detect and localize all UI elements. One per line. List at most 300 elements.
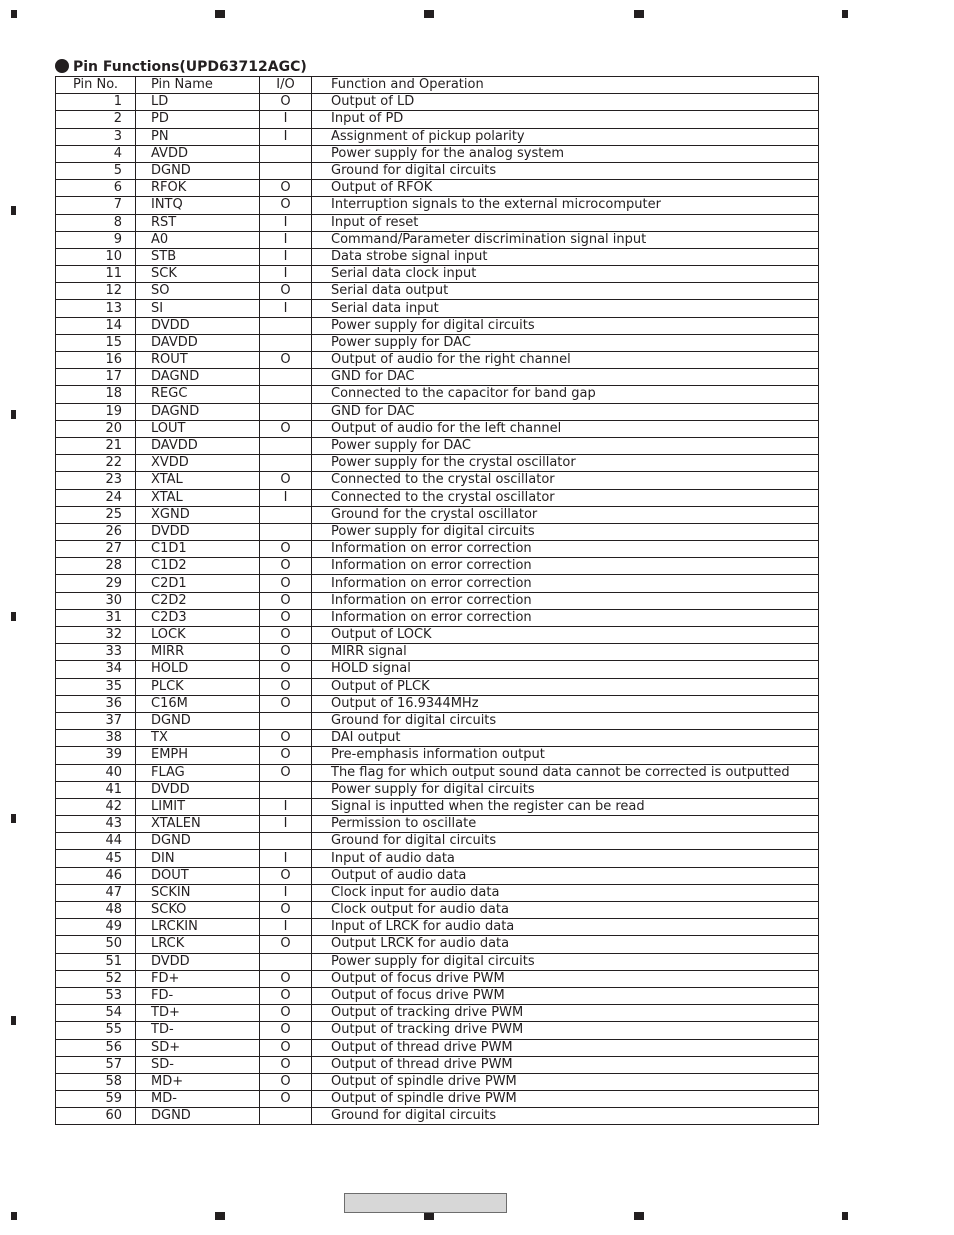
pin-name: XTAL <box>136 489 260 506</box>
pin-number: 39 <box>56 747 136 764</box>
pin-name: SI <box>136 300 260 317</box>
pin-number: 52 <box>56 970 136 987</box>
pin-io: O <box>260 970 312 987</box>
table-row <box>56 627 819 644</box>
pin-io: O <box>260 987 312 1004</box>
table-header-row <box>56 77 819 94</box>
pin-functions-table <box>55 76 819 1125</box>
pin-name: DAVDD <box>136 437 260 454</box>
table-row <box>56 300 819 317</box>
pin-number: 51 <box>56 953 136 970</box>
pin-number: 59 <box>56 1091 136 1108</box>
pin-number: 47 <box>56 884 136 901</box>
pin-function: Output LRCK for audio data <box>312 936 819 953</box>
registration-mark <box>11 1212 17 1220</box>
table-row <box>56 816 819 833</box>
header-pin-no: Pin No. <box>56 77 136 94</box>
pin-name: RFOK <box>136 180 260 197</box>
registration-mark <box>424 1212 434 1220</box>
pin-io: I <box>260 816 312 833</box>
pin-number: 60 <box>56 1108 136 1125</box>
pin-name: C1D2 <box>136 558 260 575</box>
table-row <box>56 712 819 729</box>
table-row <box>56 1073 819 1090</box>
pin-io <box>260 437 312 454</box>
pin-io: I <box>260 919 312 936</box>
pin-name: DGND <box>136 1108 260 1125</box>
pin-function: Ground for the crystal oscillator <box>312 506 819 523</box>
table-row <box>56 730 819 747</box>
pin-name: DVDD <box>136 781 260 798</box>
pin-io <box>260 145 312 162</box>
pin-function: Power supply for digital circuits <box>312 781 819 798</box>
pin-number: 13 <box>56 300 136 317</box>
pin-number: 5 <box>56 162 136 179</box>
table-body <box>56 94 819 1125</box>
pin-io: O <box>260 541 312 558</box>
pin-name: C1D1 <box>136 541 260 558</box>
pin-io: O <box>260 867 312 884</box>
table-row <box>56 850 819 867</box>
table-row <box>56 884 819 901</box>
table-row <box>56 970 819 987</box>
pin-name: MIRR <box>136 644 260 661</box>
pin-function: Connected to the crystal oscillator <box>312 489 819 506</box>
table-row <box>56 128 819 145</box>
pin-io <box>260 1108 312 1125</box>
pin-io: I <box>260 266 312 283</box>
pin-number: 48 <box>56 902 136 919</box>
table-row <box>56 248 819 265</box>
table-row <box>56 1022 819 1039</box>
table-row <box>56 695 819 712</box>
pin-number: 4 <box>56 145 136 162</box>
pin-name: FD- <box>136 987 260 1004</box>
pin-name: LD <box>136 94 260 111</box>
pin-name: LOCK <box>136 627 260 644</box>
pin-name: PN <box>136 128 260 145</box>
pin-io: O <box>260 1022 312 1039</box>
pin-number: 33 <box>56 644 136 661</box>
pin-name: DVDD <box>136 317 260 334</box>
table-row <box>56 644 819 661</box>
pin-name: SD- <box>136 1056 260 1073</box>
pin-number: 22 <box>56 455 136 472</box>
pin-name: XVDD <box>136 455 260 472</box>
table-row <box>56 1005 819 1022</box>
pin-function: Output of RFOK <box>312 180 819 197</box>
pin-number: 58 <box>56 1073 136 1090</box>
pin-name: LRCK <box>136 936 260 953</box>
pin-number: 37 <box>56 712 136 729</box>
pin-name: EMPH <box>136 747 260 764</box>
pin-function: Output of audio data <box>312 867 819 884</box>
pin-number: 21 <box>56 437 136 454</box>
pin-number: 19 <box>56 403 136 420</box>
pin-number: 43 <box>56 816 136 833</box>
table-row <box>56 798 819 815</box>
pin-io: O <box>260 352 312 369</box>
pin-name: DVDD <box>136 523 260 540</box>
bullet-icon <box>55 59 69 73</box>
pin-name: DAVDD <box>136 334 260 351</box>
pin-io: I <box>260 214 312 231</box>
pin-io: O <box>260 558 312 575</box>
pin-function: Assignment of pickup polarity <box>312 128 819 145</box>
pin-number: 12 <box>56 283 136 300</box>
pin-number: 31 <box>56 609 136 626</box>
table-row <box>56 609 819 626</box>
pin-io <box>260 403 312 420</box>
table-row <box>56 420 819 437</box>
pin-name: LIMIT <box>136 798 260 815</box>
pin-function: Output of audio for the left channel <box>312 420 819 437</box>
pin-number: 9 <box>56 231 136 248</box>
table-row <box>56 541 819 558</box>
pin-io <box>260 953 312 970</box>
pin-function: Clock input for audio data <box>312 884 819 901</box>
pin-number: 55 <box>56 1022 136 1039</box>
pin-name: C16M <box>136 695 260 712</box>
pin-io: O <box>260 644 312 661</box>
pin-function: Information on error correction <box>312 575 819 592</box>
pin-function: Power supply for DAC <box>312 437 819 454</box>
pin-function: MIRR signal <box>312 644 819 661</box>
pin-function: Power supply for digital circuits <box>312 317 819 334</box>
pin-name: DAGND <box>136 403 260 420</box>
registration-mark <box>634 10 644 18</box>
pin-name: XGND <box>136 506 260 523</box>
pin-name: LRCKIN <box>136 919 260 936</box>
pin-io: O <box>260 661 312 678</box>
pin-io: O <box>260 902 312 919</box>
pin-function: DAI output <box>312 730 819 747</box>
pin-name: REGC <box>136 386 260 403</box>
pin-number: 2 <box>56 111 136 128</box>
page-footer-box <box>344 1193 507 1213</box>
pin-io: O <box>260 1005 312 1022</box>
registration-mark <box>11 1016 16 1025</box>
pin-function: Information on error correction <box>312 541 819 558</box>
pin-io <box>260 162 312 179</box>
table-row <box>56 506 819 523</box>
pin-number: 54 <box>56 1005 136 1022</box>
pin-number: 35 <box>56 678 136 695</box>
pin-io: O <box>260 730 312 747</box>
pin-function: Information on error correction <box>312 558 819 575</box>
pin-io: O <box>260 936 312 953</box>
table-row <box>56 1056 819 1073</box>
registration-mark <box>11 206 16 215</box>
pin-function: GND for DAC <box>312 403 819 420</box>
pin-number: 7 <box>56 197 136 214</box>
pin-io: O <box>260 575 312 592</box>
registration-mark <box>842 1212 848 1220</box>
pin-function: Output of focus drive PWM <box>312 987 819 1004</box>
pin-function: Output of audio for the right channel <box>312 352 819 369</box>
registration-mark <box>11 410 16 419</box>
pin-io: O <box>260 764 312 781</box>
pin-io <box>260 369 312 386</box>
table-row <box>56 214 819 231</box>
pin-io: I <box>260 248 312 265</box>
pin-function: Serial data clock input <box>312 266 819 283</box>
table-row <box>56 953 819 970</box>
pin-function: Output of thread drive PWM <box>312 1039 819 1056</box>
registration-mark <box>11 814 16 823</box>
table-row <box>56 575 819 592</box>
pin-name: FLAG <box>136 764 260 781</box>
table-row <box>56 266 819 283</box>
pin-io <box>260 334 312 351</box>
pin-io: O <box>260 592 312 609</box>
pin-function: Connected to the crystal oscillator <box>312 472 819 489</box>
pin-name: DGND <box>136 833 260 850</box>
pin-name: INTQ <box>136 197 260 214</box>
pin-name: XTALEN <box>136 816 260 833</box>
table-row <box>56 111 819 128</box>
pin-number: 36 <box>56 695 136 712</box>
pin-name: HOLD <box>136 661 260 678</box>
pin-name: C2D1 <box>136 575 260 592</box>
table-row <box>56 781 819 798</box>
pin-io: I <box>260 111 312 128</box>
pin-io: O <box>260 1056 312 1073</box>
pin-function: Connected to the capacitor for band gap <box>312 386 819 403</box>
pin-function: Output of PLCK <box>312 678 819 695</box>
pin-function: Signal is inputted when the register can be read <box>312 798 819 815</box>
table-row <box>56 1039 819 1056</box>
table-row <box>56 352 819 369</box>
pin-io: O <box>260 1091 312 1108</box>
header-io: I/O <box>260 77 312 94</box>
pin-name: MD- <box>136 1091 260 1108</box>
pin-number: 26 <box>56 523 136 540</box>
pin-io: O <box>260 197 312 214</box>
pin-io: O <box>260 695 312 712</box>
registration-mark <box>424 10 434 18</box>
section-title <box>55 59 307 75</box>
pin-name: DVDD <box>136 953 260 970</box>
table-row <box>56 472 819 489</box>
pin-name: SO <box>136 283 260 300</box>
pin-function: Input of reset <box>312 214 819 231</box>
pin-name: SD+ <box>136 1039 260 1056</box>
table-row <box>56 987 819 1004</box>
table-row <box>56 523 819 540</box>
table-row <box>56 833 819 850</box>
pin-name: DGND <box>136 712 260 729</box>
pin-function: Output of spindle drive PWM <box>312 1073 819 1090</box>
pin-name: ROUT <box>136 352 260 369</box>
pin-io: I <box>260 300 312 317</box>
pin-name: SCKIN <box>136 884 260 901</box>
pin-name: PD <box>136 111 260 128</box>
pin-number: 40 <box>56 764 136 781</box>
pin-name: FD+ <box>136 970 260 987</box>
pin-name: MD+ <box>136 1073 260 1090</box>
table-row <box>56 1091 819 1108</box>
pin-function: Pre-emphasis information output <box>312 747 819 764</box>
pin-function: Interruption signals to the external microcomputer <box>312 197 819 214</box>
pin-number: 16 <box>56 352 136 369</box>
pin-io <box>260 455 312 472</box>
pin-function: Output of spindle drive PWM <box>312 1091 819 1108</box>
pin-io <box>260 317 312 334</box>
pin-number: 1 <box>56 94 136 111</box>
registration-mark <box>634 1212 644 1220</box>
pin-number: 56 <box>56 1039 136 1056</box>
pin-io <box>260 506 312 523</box>
pin-function: Ground for digital circuits <box>312 712 819 729</box>
pin-io: O <box>260 420 312 437</box>
pin-function: Power supply for digital circuits <box>312 523 819 540</box>
pin-name: $\overline{RST}$ <box>136 214 260 231</box>
pin-number: 3 <box>56 128 136 145</box>
pin-function: Input of LRCK for audio data <box>312 919 819 936</box>
table-row <box>56 162 819 179</box>
pin-number: 15 <box>56 334 136 351</box>
pin-name: LOUT <box>136 420 260 437</box>
table-row <box>56 403 819 420</box>
pin-io: I <box>260 489 312 506</box>
table-row <box>56 678 819 695</box>
pin-function: Command/Parameter discrimination signal input <box>312 231 819 248</box>
table-row <box>56 592 819 609</box>
table-row <box>56 867 819 884</box>
pin-io: O <box>260 472 312 489</box>
pin-number: 38 <box>56 730 136 747</box>
table-row <box>56 455 819 472</box>
pin-name: TD- <box>136 1022 260 1039</box>
pin-number: 20 <box>56 420 136 437</box>
pin-name: PLCK <box>136 678 260 695</box>
pin-number: 32 <box>56 627 136 644</box>
section-title-text: Pin Functions(UPD63712AGC) <box>73 59 307 75</box>
pin-number: 34 <box>56 661 136 678</box>
pin-io: I <box>260 798 312 815</box>
pin-number: 42 <box>56 798 136 815</box>
table-row <box>56 747 819 764</box>
table-row <box>56 902 819 919</box>
table-row <box>56 661 819 678</box>
registration-mark <box>215 1212 225 1220</box>
pin-name: DOUT <box>136 867 260 884</box>
pin-io <box>260 712 312 729</box>
pin-function: Power supply for digital circuits <box>312 953 819 970</box>
pin-function: Output of tracking drive PWM <box>312 1005 819 1022</box>
pin-function: Input of audio data <box>312 850 819 867</box>
pin-io: O <box>260 94 312 111</box>
pin-io: O <box>260 1073 312 1090</box>
pin-function: HOLD signal <box>312 661 819 678</box>
pin-number: 28 <box>56 558 136 575</box>
pin-io: O <box>260 627 312 644</box>
pin-number: 50 <box>56 936 136 953</box>
pin-io: O <box>260 678 312 695</box>
pin-name: TD+ <box>136 1005 260 1022</box>
pin-number: 27 <box>56 541 136 558</box>
table-row <box>56 437 819 454</box>
pin-function: Power supply for the crystal oscillator <box>312 455 819 472</box>
table-row <box>56 231 819 248</box>
pin-io <box>260 781 312 798</box>
pin-name: SCKO <box>136 902 260 919</box>
pin-io <box>260 833 312 850</box>
pin-io: I <box>260 128 312 145</box>
pin-io: O <box>260 609 312 626</box>
table-row <box>56 197 819 214</box>
pin-name: DGND <box>136 162 260 179</box>
header-pin-name: Pin Name <box>136 77 260 94</box>
pin-function: Ground for digital circuits <box>312 1108 819 1125</box>
table-row <box>56 936 819 953</box>
pin-function: Ground for digital circuits <box>312 162 819 179</box>
pin-function: Power supply for DAC <box>312 334 819 351</box>
pin-function: Ground for digital circuits <box>312 833 819 850</box>
pin-function: Serial data input <box>312 300 819 317</box>
pin-name: XTAL <box>136 472 260 489</box>
pin-function: Information on error correction <box>312 609 819 626</box>
pin-function: Input of PD <box>312 111 819 128</box>
pin-io: I <box>260 884 312 901</box>
pin-function: Serial data output <box>312 283 819 300</box>
table-row <box>56 369 819 386</box>
table-row <box>56 558 819 575</box>
pin-number: 29 <box>56 575 136 592</box>
pin-number: 11 <box>56 266 136 283</box>
pin-number: 46 <box>56 867 136 884</box>
pin-function: Output of thread drive PWM <box>312 1056 819 1073</box>
pin-number: 23 <box>56 472 136 489</box>
pin-io: O <box>260 180 312 197</box>
pin-function: Permission to oscillate <box>312 816 819 833</box>
pin-number: 41 <box>56 781 136 798</box>
registration-mark <box>215 10 225 18</box>
table-row <box>56 334 819 351</box>
pin-number: 45 <box>56 850 136 867</box>
pin-name: C2D3 <box>136 609 260 626</box>
pin-name: $\overline{STB}$ <box>136 248 260 265</box>
pin-io: O <box>260 283 312 300</box>
pin-function: Clock output for audio data <box>312 902 819 919</box>
pin-number: 24 <box>56 489 136 506</box>
pin-io <box>260 523 312 540</box>
pin-number: 49 <box>56 919 136 936</box>
header-function: Function and Operation <box>312 77 819 94</box>
table-row <box>56 764 819 781</box>
table-row <box>56 1108 819 1125</box>
table-row <box>56 489 819 506</box>
pin-name: C2D2 <box>136 592 260 609</box>
pin-number: 57 <box>56 1056 136 1073</box>
pin-function: GND for DAC <box>312 369 819 386</box>
table-row <box>56 317 819 334</box>
table-row <box>56 919 819 936</box>
pin-function: Power supply for the analog system <box>312 145 819 162</box>
pin-io: I <box>260 231 312 248</box>
pin-number: 44 <box>56 833 136 850</box>
pin-number: 17 <box>56 369 136 386</box>
pin-number: 30 <box>56 592 136 609</box>
table-row <box>56 180 819 197</box>
table-row <box>56 283 819 300</box>
pin-name: AVDD <box>136 145 260 162</box>
pin-number: 53 <box>56 987 136 1004</box>
table-row <box>56 94 819 111</box>
pin-number: 18 <box>56 386 136 403</box>
pin-name: A0 <box>136 231 260 248</box>
